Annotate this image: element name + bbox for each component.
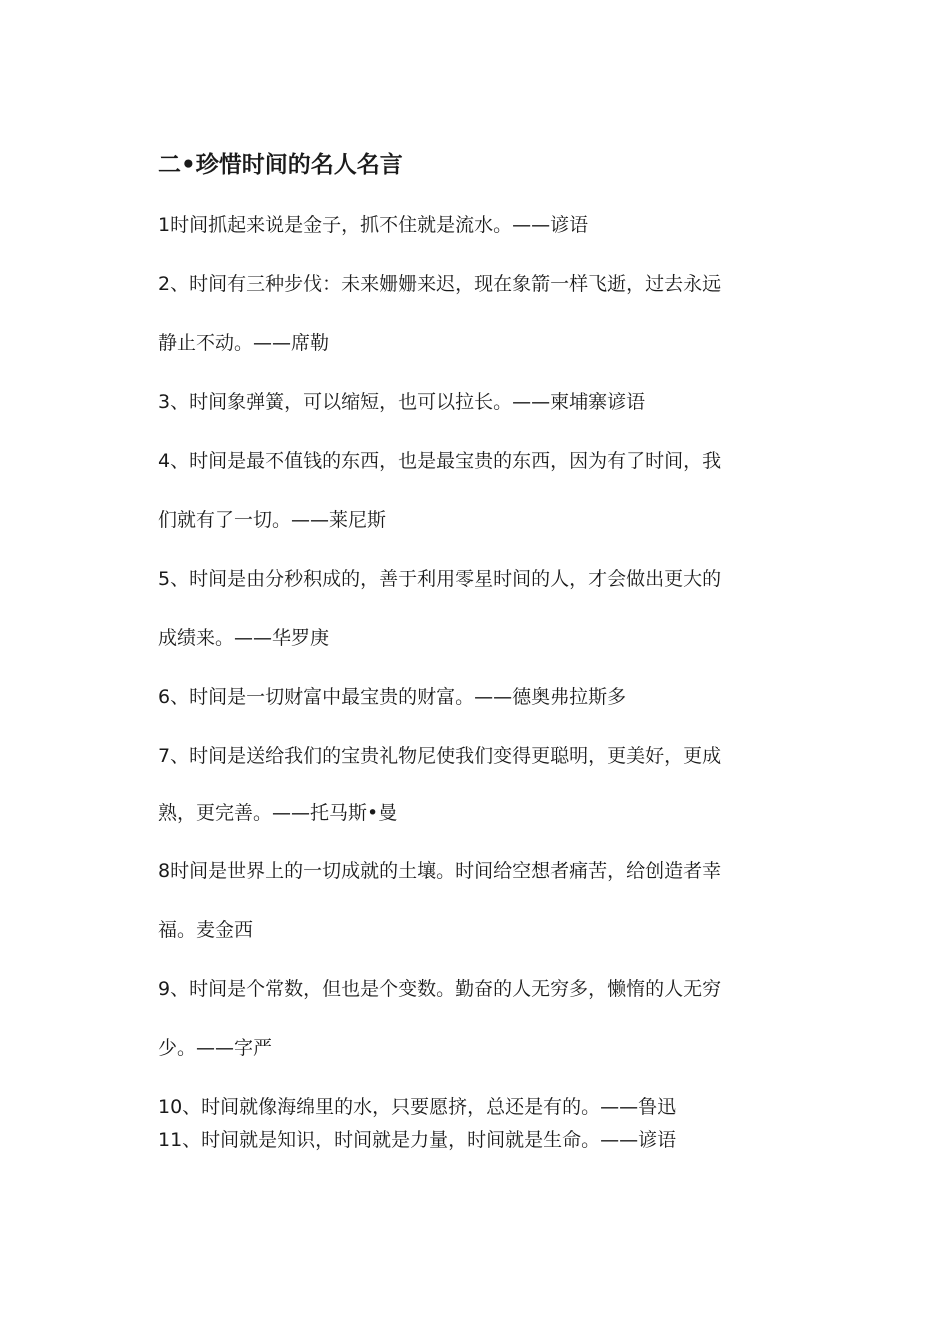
quote-line: 3、时间象弹簧，可以缩短，也可以拉长。——柬埔寨谚语	[158, 391, 646, 413]
quote-line: 福。麦金西	[158, 919, 254, 941]
quote-line: 11、时间就是知识，时间就是力量，时间就是生命。——谚语	[158, 1129, 677, 1151]
quote-line: 5、时间是由分秒积成的，善于利用零星时间的人，才会做出更大的	[158, 568, 722, 590]
quote-line: 6、时间是一切财富中最宝贵的财富。——德奥弗拉斯多	[158, 686, 627, 708]
quote-line: 10、时间就像海绵里的水，只要愿挤，总还是有的。——鲁迅	[158, 1096, 677, 1118]
quote-line: 8时间是世界上的一切成就的土壤。时间给空想者痛苦，给创造者幸	[158, 860, 722, 882]
quote-line: 4、时间是最不值钱的东西，也是最宝贵的东西，因为有了时间，我	[158, 450, 722, 472]
quote-line: 熟，更完善。——托马斯•曼	[158, 802, 398, 824]
quote-line: 2、时间有三种步伐：未来姗姗来迟，现在象箭一样飞逝，过去永远	[158, 273, 722, 295]
quote-line: 1时间抓起来说是金子，抓不住就是流水。——谚语	[158, 214, 589, 236]
quote-line: 静止不动。——席勒	[158, 332, 330, 354]
quote-line: 7、时间是送给我们的宝贵礼物尼使我们变得更聪明，更美好，更成	[158, 745, 722, 767]
quote-line: 们就有了一切。——莱尼斯	[158, 509, 387, 531]
quote-line: 少。——字严	[158, 1037, 273, 1059]
quote-line: 成绩来。——华罗庚	[158, 627, 330, 649]
quote-line: 9、时间是个常数，但也是个变数。勤奋的人无穷多，懒惰的人无穷	[158, 978, 722, 1000]
section-title: 二•珍惜时间的名人名言	[158, 152, 403, 178]
